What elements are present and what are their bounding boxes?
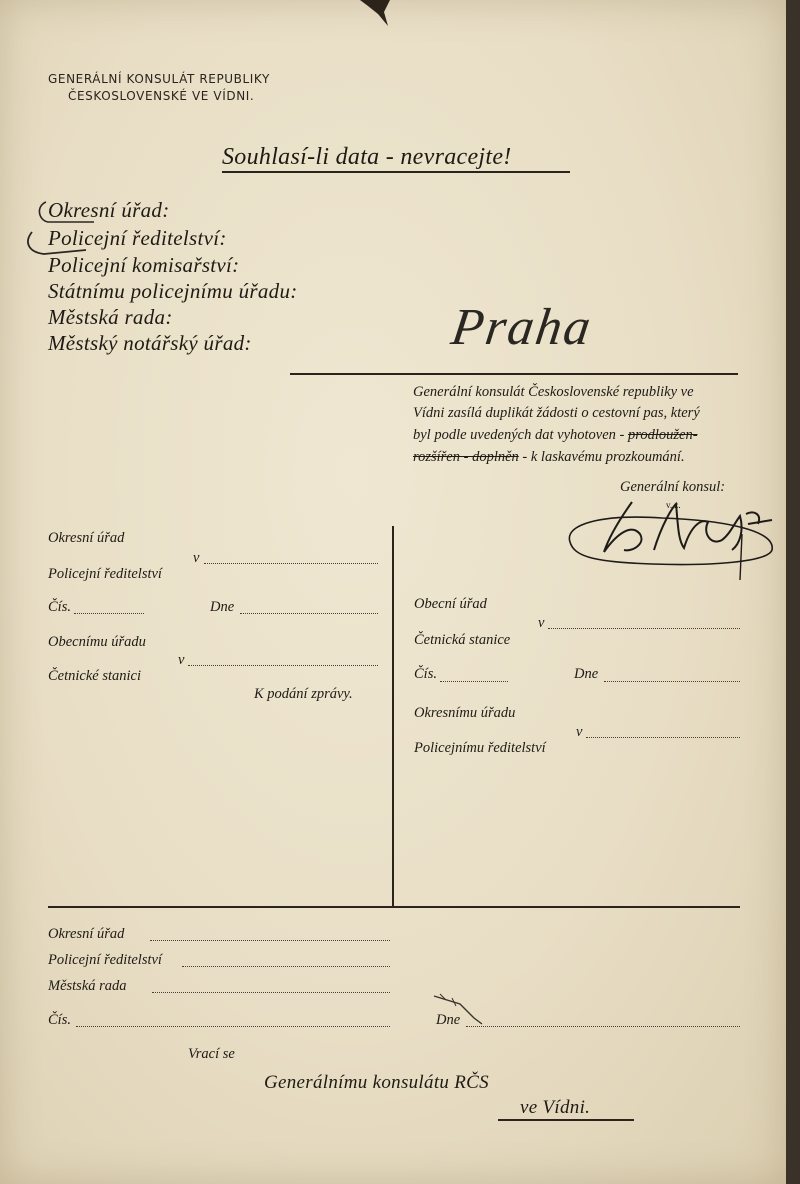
notice-line1: Generální konsulát Československé republiky ve — [413, 384, 694, 400]
document-title: Souhlasí-li data - nevracejte! — [222, 144, 512, 170]
notice-line3-text: byl podle uvedených dat vyhotoven - — [413, 427, 628, 443]
consul-signature — [562, 494, 778, 584]
bottom-divider — [48, 906, 740, 908]
notice-line2: Vídni zasílá duplikát žádosti o cestovní pas, který — [413, 405, 700, 421]
right-cis: Čís. — [414, 666, 437, 682]
bottom-dne-field — [466, 1026, 740, 1027]
address-statnimu-policejnimu: Státnímu policejnímu úřadu: — [48, 279, 298, 303]
left-cetnicke: Četnické stanici — [48, 668, 142, 684]
address-mestsky-notarsky: Městský notářský úřad: — [48, 331, 252, 355]
notice-line4 — [413, 449, 685, 466]
notice-line4-text: - k laskavému prozkoumání. — [518, 449, 685, 465]
bottom-ve-vidni: ve Vídni. — [520, 1097, 591, 1118]
notice-vz: v. z. — [666, 500, 681, 510]
left-cis-field — [74, 613, 144, 614]
notice-struck-rozsiren: rozšířen - doplněn — [413, 449, 519, 465]
left-obecnimu: Obecnímu úřadu — [48, 634, 146, 650]
address-underline — [290, 373, 738, 375]
right-v1-field — [548, 628, 740, 629]
right-v2-field — [586, 737, 740, 738]
title-underline — [222, 171, 570, 173]
right-obecni-urad: Obecní úřad — [414, 596, 487, 612]
bottom-cis: Čís. — [48, 1012, 71, 1028]
center-divider — [392, 526, 394, 908]
bottom-vraci-se: Vrací se — [188, 1046, 235, 1062]
left-dne: Dne — [210, 599, 235, 615]
right-v1: v — [538, 615, 545, 631]
bottom-underline — [498, 1119, 634, 1121]
left-dne-field — [240, 613, 378, 614]
address-mestska-rada: Městská rada: — [48, 305, 173, 329]
bottom-generalnimu-konsulatu: Generálnímu konsulátu RČS — [264, 1072, 489, 1093]
left-policejni: Policejní ředitelství — [48, 566, 162, 582]
right-policejnimu: Policejnímu ředitelství — [414, 740, 546, 756]
left-v2-field — [188, 665, 378, 666]
left-cis: Čís. — [48, 599, 71, 615]
handwritten-city: Praha — [447, 299, 597, 356]
left-v2: v — [178, 652, 185, 668]
address-okresni-urad: Okresní úřad: — [48, 198, 170, 222]
address-policejni-reditelstvi: Policejní ředitelství: — [48, 226, 227, 250]
left-okresni-urad: Okresní úřad — [48, 530, 125, 546]
notice-line3 — [413, 427, 698, 444]
consulate-header-line2: ČESKOSLOVENSKÉ VE VÍDNI. — [68, 89, 255, 103]
left-v1-field — [204, 563, 378, 564]
bottom-okresni-field — [150, 940, 390, 941]
address-policejni-komisarstvi: Policejní komisařství: — [48, 253, 240, 277]
bottom-mestska-rada: Městská rada — [48, 978, 127, 994]
notice-signer: Generální konsul: — [620, 479, 726, 495]
bottom-policejni-field — [182, 966, 390, 967]
bottom-policejni: Policejní ředitelství — [48, 952, 162, 968]
bottom-okresni-urad: Okresní úřad — [48, 926, 125, 942]
pen-bracket-mark — [18, 198, 98, 260]
right-cis-field — [440, 681, 508, 682]
ink-smudge — [430, 990, 490, 1030]
right-dne-field — [604, 681, 740, 682]
notice-struck-prodlouzen: prodloužen- — [628, 427, 698, 443]
left-k-podani: K podání zprávy. — [254, 686, 353, 702]
bottom-dne: Dne — [436, 1012, 461, 1028]
bottom-cis-field — [76, 1026, 390, 1027]
left-v1: v — [193, 550, 200, 566]
paper-tear — [360, 0, 390, 28]
consulate-header-line1: GENERÁLNÍ KONSULÁT REPUBLIKY — [48, 72, 270, 86]
right-v2: v — [576, 724, 583, 740]
right-okresnimu: Okresnímu úřadu — [414, 705, 516, 721]
right-cetnicka: Četnická stanice — [414, 632, 511, 648]
right-dne: Dne — [574, 666, 599, 682]
bottom-mestska-field — [152, 992, 390, 993]
